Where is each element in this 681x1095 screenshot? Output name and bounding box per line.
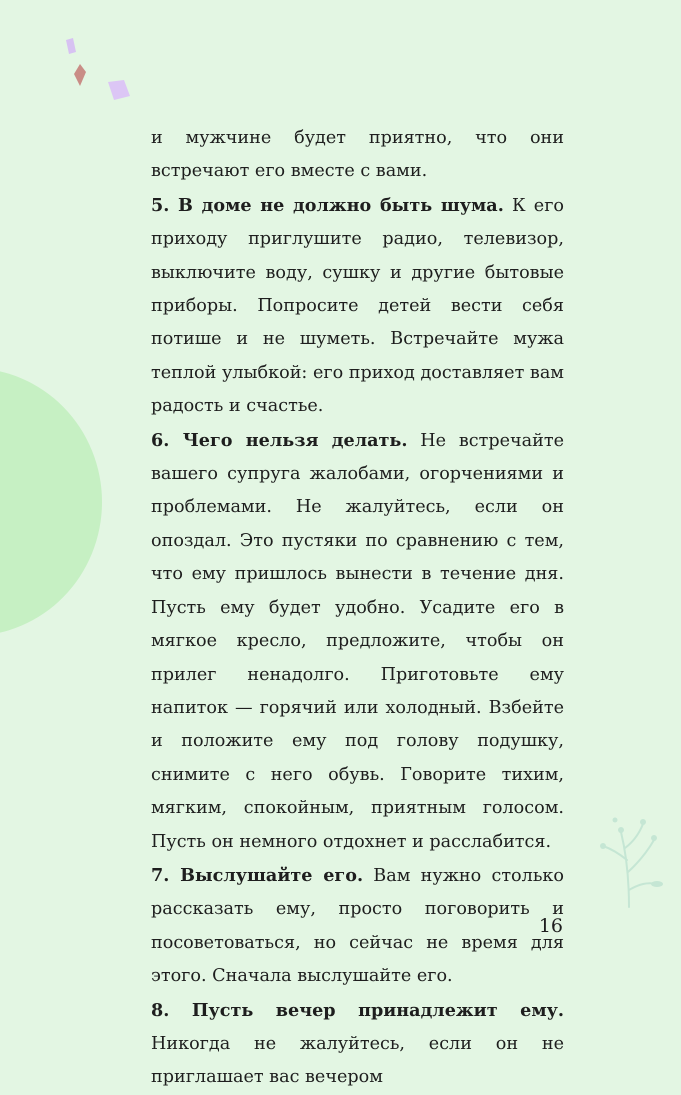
confetti-piece-rose xyxy=(74,64,86,86)
paragraph-intro-text: и мужчине будет приятно, что они встречают его вместе с вами. xyxy=(151,128,564,182)
confetti-decoration xyxy=(0,0,140,110)
plant-decoration xyxy=(599,812,669,912)
paragraph-7 xyxy=(151,859,564,994)
paragraph-6 xyxy=(151,424,564,859)
confetti-piece-purple-bottom xyxy=(108,80,130,100)
paragraph-7-heading: 7. Выслушайте его. xyxy=(151,864,364,886)
paragraph-5-body: К его приходу приглушите радио, телевизор, выключите воду, сушку и другие бытовые приборы. Попросите детей вести себя потише и не шуметь. Встречайте мужа теплой улыбкой: его приход доставляет вам радость и счастье. xyxy=(151,195,564,417)
paragraph-7-body: Вам нужно столько рассказать ему, просто поговорить и посоветоваться, но сейчас не время для этого. Сначала выслушайте его. xyxy=(151,865,564,987)
decorative-circle xyxy=(0,368,102,636)
paragraph-6-body: Не встречайте вашего супруга жалобами, огорчениями и проблемами. Не жалуйтесь, если он опоздал. Это пустяки по сравнению с тем, что ему пришлось вынести в течение дня. Пусть ему будет удобно. Усадите его в мягкое кресло, предложите, чтобы он прилег ненадолго. Приготовьте ему напиток — горячий или холодный. Взбейте и положите ему под голову подушку, снимите с него обувь. Говорите тихим, мягким, спокойным, приятным голосом. Пусть он немного отдохнет и расслабится. xyxy=(151,430,564,852)
paragraph-5 xyxy=(151,189,564,424)
paragraph-intro xyxy=(151,122,564,189)
paragraph-6-heading: 6. Чего нельзя делать. xyxy=(151,429,408,451)
paragraph-5-heading: 5. В доме не должно быть шума. xyxy=(151,194,504,216)
page-number: 16 xyxy=(538,915,563,937)
paragraph-8-heading: 8. Пусть вечер принадлежит ему. xyxy=(151,999,564,1021)
paragraph-8-body: Никогда не жалуйтесь, если он не приглашает вас вечером xyxy=(151,1033,564,1088)
confetti-piece-purple-top xyxy=(66,38,76,54)
page-text xyxy=(151,122,564,1095)
paragraph-8 xyxy=(151,994,564,1095)
